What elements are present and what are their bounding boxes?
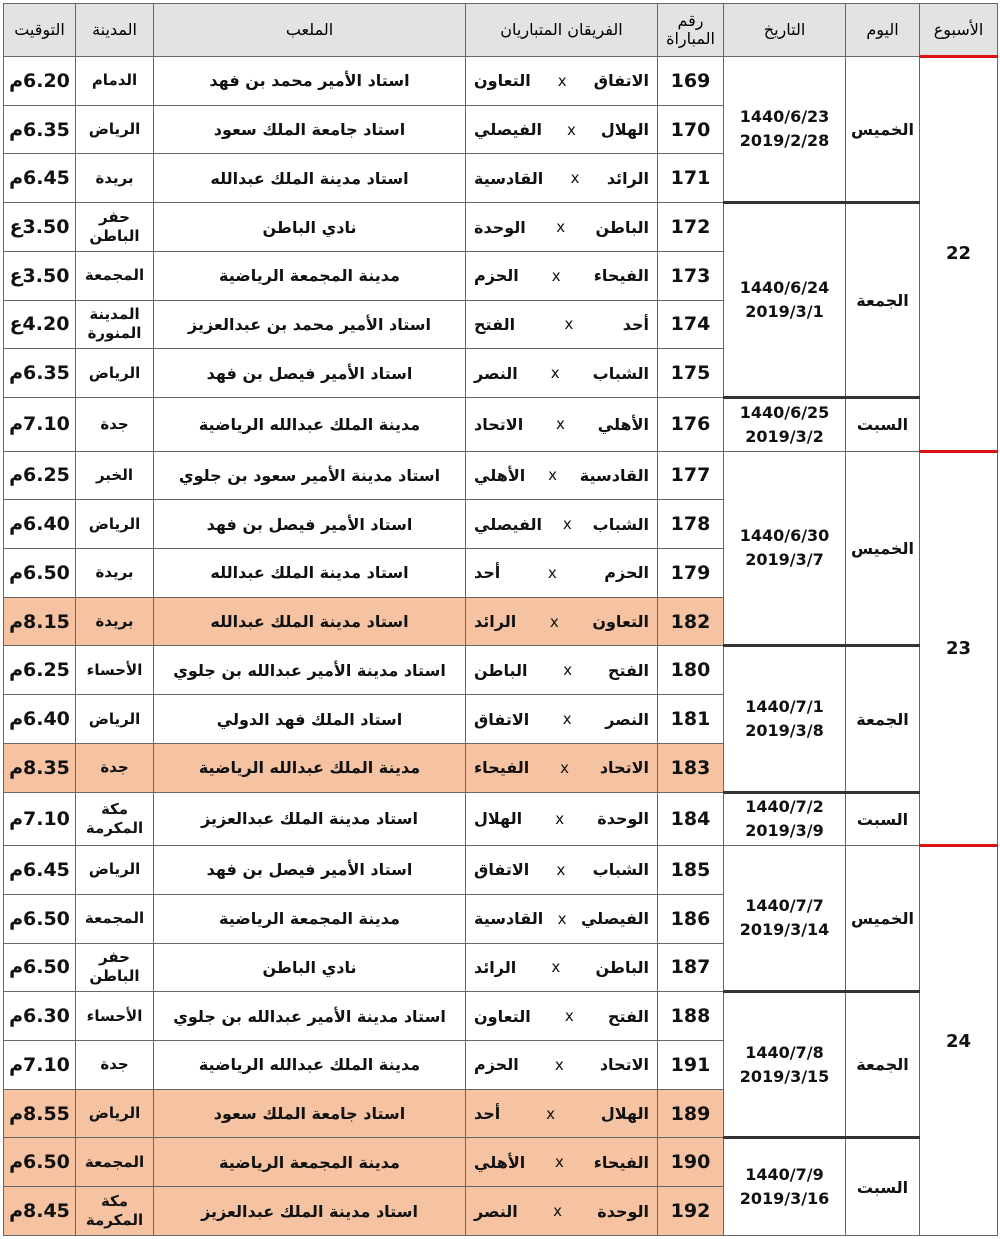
match-number-cell: 177 <box>658 451 724 500</box>
teams-cell <box>466 1089 658 1138</box>
hijri-date: 1440/6/25 <box>739 402 830 422</box>
day-cell: السبت <box>846 398 920 452</box>
stadium-cell: استاد الأمير فيصل بن فهد <box>154 349 466 398</box>
stadium-cell: استاد الأمير فيصل بن فهد <box>154 500 466 549</box>
gregorian-date: 2019/3/9 <box>745 821 824 841</box>
teams-cell <box>466 695 658 744</box>
time-cell: 8.55م <box>4 1089 76 1138</box>
header-time: التوقيت <box>4 4 76 57</box>
table-row <box>4 1138 998 1187</box>
week-number-cell: 24 <box>920 846 998 1236</box>
time-cell: 6.50م <box>4 943 76 992</box>
teams-wrap <box>474 809 649 828</box>
home-team: التعاون <box>592 612 649 632</box>
time-cell: 6.35م <box>4 349 76 398</box>
city-cell: المجمعة <box>76 894 154 943</box>
match-number-cell: 179 <box>658 549 724 598</box>
versus-mark: x <box>550 364 560 383</box>
home-team: الفيحاء <box>593 1152 649 1172</box>
versus-mark: x <box>562 515 572 534</box>
city-cell: الرياض <box>76 1089 154 1138</box>
time-cell: 6.20م <box>4 57 76 106</box>
day-cell: الخميس <box>846 57 920 203</box>
hijri-date: 1440/6/24 <box>739 278 830 298</box>
stadium-cell: استاد جامعة الملك سعود <box>154 105 466 154</box>
date-cell <box>724 792 846 846</box>
header-stadium: الملعب <box>154 4 466 57</box>
teams-wrap <box>474 958 649 977</box>
time-cell: 6.50م <box>4 1138 76 1187</box>
match-number-cell: 174 <box>658 300 724 349</box>
away-team: الباطن <box>474 660 528 680</box>
table-row <box>4 992 998 1041</box>
home-team: الاتفاق <box>593 71 649 91</box>
teams-wrap <box>474 515 649 534</box>
teams-cell <box>466 251 658 300</box>
home-team: الحزم <box>604 563 649 583</box>
time-cell: 7.10م <box>4 792 76 846</box>
versus-mark: x <box>547 563 557 582</box>
teams-wrap <box>474 415 649 434</box>
versus-mark: x <box>548 466 557 485</box>
stadium-cell: استاد الأمير فيصل بن فهد <box>154 846 466 895</box>
home-team: الباطن <box>595 217 649 237</box>
home-team: الباطن <box>595 957 649 977</box>
city-cell: المجمعة <box>76 1138 154 1187</box>
city-cell: الأحساء <box>76 992 154 1041</box>
versus-mark: x <box>564 1007 574 1026</box>
teams-wrap <box>474 909 649 928</box>
teams-cell <box>466 398 658 452</box>
stadium-cell: نادي الباطن <box>154 203 466 252</box>
away-team: الحزم <box>474 1055 519 1075</box>
time-cell: 6.50م <box>4 894 76 943</box>
hijri-date: 1440/7/1 <box>745 697 824 717</box>
match-number-cell: 190 <box>658 1138 724 1187</box>
time-cell: 4.20ع <box>4 300 76 349</box>
match-number-cell: 186 <box>658 894 724 943</box>
teams-cell <box>466 743 658 792</box>
teams-cell <box>466 500 658 549</box>
table-row <box>4 203 998 252</box>
match-number-cell: 189 <box>658 1089 724 1138</box>
teams-wrap <box>474 266 649 285</box>
date-cell <box>724 992 846 1138</box>
match-number-cell: 181 <box>658 695 724 744</box>
match-number-cell: 170 <box>658 105 724 154</box>
away-team: الفيصلي <box>474 514 543 534</box>
time-cell: 8.35م <box>4 743 76 792</box>
versus-mark: x <box>555 809 565 828</box>
stadium-cell: مدينة الملك عبدالله الرياضية <box>154 1041 466 1090</box>
time-cell: 6.25م <box>4 451 76 500</box>
day-cell: الخميس <box>846 846 920 992</box>
teams-cell <box>466 894 658 943</box>
teams-wrap <box>474 1104 649 1123</box>
city-cell: الرياض <box>76 105 154 154</box>
match-number-cell: 192 <box>658 1187 724 1236</box>
teams-cell <box>466 597 658 646</box>
away-team: الحزم <box>474 266 519 286</box>
teams-cell <box>466 57 658 106</box>
date-cell <box>724 1138 846 1236</box>
teams-cell <box>466 300 658 349</box>
versus-mark: x <box>549 612 559 631</box>
teams-cell <box>466 792 658 846</box>
stadium-cell: استاد مدينة الأمير عبدالله بن جلوي <box>154 646 466 695</box>
match-number-cell: 178 <box>658 500 724 549</box>
hijri-date: 1440/7/2 <box>745 797 824 817</box>
versus-mark: x <box>556 860 566 879</box>
stadium-cell: استاد مدينة الملك عبدالعزيز <box>154 792 466 846</box>
home-team: الرائد <box>606 168 649 188</box>
stadium-cell: استاد مدينة الملك عبدالله <box>154 154 466 203</box>
home-team: الهلال <box>600 1104 649 1124</box>
teams-wrap <box>474 364 649 383</box>
teams-wrap <box>474 1202 649 1221</box>
stadium-cell: استاد مدينة الملك عبدالله <box>154 549 466 598</box>
time-cell: 6.40م <box>4 695 76 744</box>
day-cell: السبت <box>846 792 920 846</box>
table-row <box>4 451 998 500</box>
header-week: الأسبوع <box>920 4 998 57</box>
gregorian-date: 2019/3/8 <box>745 721 824 741</box>
table-row <box>4 646 998 695</box>
table-row <box>4 792 998 846</box>
versus-mark: x <box>551 266 561 285</box>
versus-mark: x <box>563 661 573 680</box>
schedule-body <box>4 57 998 1236</box>
city-cell: بريدة <box>76 549 154 598</box>
header-teams: الفريقان المتباريان <box>466 4 658 57</box>
versus-mark: x <box>564 315 574 334</box>
match-number-cell: 187 <box>658 943 724 992</box>
away-team: الأهلي <box>474 1152 526 1172</box>
teams-cell <box>466 846 658 895</box>
away-team: الفيحاء <box>474 758 530 778</box>
city-cell: بريدة <box>76 597 154 646</box>
gregorian-date: 2019/3/1 <box>745 302 824 322</box>
home-team: الاتحاد <box>599 758 649 778</box>
stadium-cell: استاد جامعة الملك سعود <box>154 1089 466 1138</box>
away-team: القادسية <box>474 909 544 929</box>
teams-wrap <box>474 466 649 485</box>
stadium-cell: استاد مدينة الأمير سعود بن جلوي <box>154 451 466 500</box>
home-team: الفتح <box>607 1006 649 1026</box>
teams-wrap <box>474 169 649 188</box>
teams-wrap <box>474 563 649 582</box>
match-number-cell: 169 <box>658 57 724 106</box>
city-cell: حفر الباطن <box>76 943 154 992</box>
gregorian-date: 2019/3/14 <box>739 920 830 940</box>
teams-cell <box>466 349 658 398</box>
away-team: الاتحاد <box>474 414 524 434</box>
match-number-cell: 180 <box>658 646 724 695</box>
time-cell: 6.40م <box>4 500 76 549</box>
stadium-cell: مدينة المجمعة الرياضية <box>154 1138 466 1187</box>
match-number-cell: 171 <box>658 154 724 203</box>
teams-wrap <box>474 1153 649 1172</box>
match-number-cell: 183 <box>658 743 724 792</box>
time-cell: 6.30م <box>4 992 76 1041</box>
day-cell: الجمعة <box>846 203 920 398</box>
date-cell <box>724 398 846 452</box>
home-team: الهلال <box>600 120 649 140</box>
date-cell <box>724 846 846 992</box>
stadium-cell: مدينة الملك عبدالله الرياضية <box>154 398 466 452</box>
teams-wrap <box>474 661 649 680</box>
match-number-cell: 191 <box>658 1041 724 1090</box>
home-team: الوحدة <box>597 809 649 829</box>
match-number-cell: 173 <box>658 251 724 300</box>
hijri-date: 1440/7/8 <box>745 1042 824 1062</box>
stadium-cell: استاد مدينة الملك عبدالله <box>154 597 466 646</box>
hijri-date: 1440/6/30 <box>739 526 830 545</box>
match-number-cell: 172 <box>658 203 724 252</box>
city-cell: الرياض <box>76 846 154 895</box>
city-cell: الرياض <box>76 500 154 549</box>
stadium-cell: نادي الباطن <box>154 943 466 992</box>
date-cell <box>724 203 846 398</box>
time-cell: 8.15م <box>4 597 76 646</box>
versus-mark: x <box>557 71 567 90</box>
versus-mark: x <box>570 169 580 188</box>
gregorian-date: 2019/3/2 <box>745 426 824 446</box>
versus-mark: x <box>556 415 565 434</box>
away-team: الرائد <box>474 612 517 632</box>
teams-wrap <box>474 860 649 879</box>
city-cell: بريدة <box>76 154 154 203</box>
stadium-cell: استاد الأمير محمد بن عبدالعزيز <box>154 300 466 349</box>
city-cell: الدمام <box>76 57 154 106</box>
teams-cell <box>466 203 658 252</box>
gregorian-date: 2019/3/15 <box>739 1066 830 1086</box>
stadium-cell: استاد مدينة الملك عبدالعزيز <box>154 1187 466 1236</box>
city-cell: الرياض <box>76 695 154 744</box>
city-cell: الرياض <box>76 349 154 398</box>
away-team: الفيصلي <box>474 120 543 140</box>
teams-cell <box>466 943 658 992</box>
stadium-cell: مدينة المجمعة الرياضية <box>154 251 466 300</box>
teams-wrap <box>474 120 649 139</box>
city-cell: مكة المكرمة <box>76 792 154 846</box>
stadium-cell: مدينة المجمعة الرياضية <box>154 894 466 943</box>
day-cell: السبت <box>846 1138 920 1236</box>
city-cell: المدينة المنورة <box>76 300 154 349</box>
teams-wrap <box>474 612 649 631</box>
stadium-cell: استاد الأمير محمد بن فهد <box>154 57 466 106</box>
hijri-date: 1440/6/23 <box>739 107 830 127</box>
teams-wrap <box>474 71 649 90</box>
versus-mark: x <box>553 1202 562 1221</box>
match-schedule-table <box>3 3 998 1236</box>
week-number-cell: 23 <box>920 451 998 846</box>
away-team: الرائد <box>474 957 517 977</box>
header-match-number: رقم المباراة <box>658 4 724 57</box>
teams-cell <box>466 646 658 695</box>
time-cell: 8.45م <box>4 1187 76 1236</box>
header-date: التاريخ <box>724 4 846 57</box>
versus-mark: x <box>557 909 567 928</box>
table-row <box>4 398 998 452</box>
away-team: الوحدة <box>474 217 526 237</box>
header-row <box>4 4 998 57</box>
teams-wrap <box>474 315 649 334</box>
teams-wrap <box>474 758 649 777</box>
home-team: الفيحاء <box>593 266 649 286</box>
versus-mark: x <box>567 120 576 139</box>
time-cell: 6.45م <box>4 154 76 203</box>
gregorian-date: 2019/2/28 <box>739 131 830 151</box>
versus-mark: x <box>554 1055 564 1074</box>
home-team: الشباب <box>592 363 649 383</box>
away-team: الفتح <box>474 314 516 334</box>
city-cell: المجمعة <box>76 251 154 300</box>
date-cell <box>724 646 846 792</box>
time-cell: 7.10م <box>4 398 76 452</box>
teams-wrap <box>474 218 649 237</box>
away-team: النصر <box>474 1201 518 1221</box>
home-team: الأهلي <box>597 414 649 434</box>
away-team: أحد <box>474 1104 501 1124</box>
teams-cell <box>466 549 658 598</box>
match-number-cell: 176 <box>658 398 724 452</box>
away-team: أحد <box>474 563 501 583</box>
time-cell: 3.50ع <box>4 251 76 300</box>
city-cell: جدة <box>76 743 154 792</box>
home-team: الشباب <box>592 514 649 534</box>
hijri-date: 1440/7/7 <box>745 896 824 916</box>
week-number-cell: 22 <box>920 57 998 452</box>
home-team: القادسية <box>579 465 649 485</box>
home-team: النصر <box>605 709 649 729</box>
teams-cell <box>466 154 658 203</box>
away-team: القادسية <box>474 168 544 188</box>
away-team: الاتفاق <box>474 860 530 880</box>
stadium-cell: مدينة الملك عبدالله الرياضية <box>154 743 466 792</box>
table-row <box>4 57 998 106</box>
header-day: اليوم <box>846 4 920 57</box>
versus-mark: x <box>560 758 569 777</box>
match-number-cell: 175 <box>658 349 724 398</box>
home-team: الفتح <box>607 660 649 680</box>
teams-cell <box>466 1041 658 1090</box>
time-cell: 6.25م <box>4 646 76 695</box>
time-cell: 6.50م <box>4 549 76 598</box>
versus-mark: x <box>556 218 566 237</box>
home-team: الشباب <box>592 860 649 880</box>
home-team: الفيصلي <box>580 909 649 929</box>
city-cell: الخبر <box>76 451 154 500</box>
match-number-cell: 184 <box>658 792 724 846</box>
date-cell <box>724 451 846 646</box>
match-number-cell: 188 <box>658 992 724 1041</box>
versus-mark: x <box>551 958 561 977</box>
versus-mark: x <box>562 710 572 729</box>
away-team: الهلال <box>474 809 523 829</box>
city-cell: الأحساء <box>76 646 154 695</box>
stadium-cell: استاد الملك فهد الدولي <box>154 695 466 744</box>
day-cell: الخميس <box>846 451 920 646</box>
away-team: الاتفاق <box>474 709 530 729</box>
time-cell: 7.10م <box>4 1041 76 1090</box>
table-row <box>4 846 998 895</box>
teams-wrap <box>474 710 649 729</box>
teams-cell <box>466 1187 658 1236</box>
match-number-cell: 182 <box>658 597 724 646</box>
stadium-cell: استاد مدينة الأمير عبدالله بن جلوي <box>154 992 466 1041</box>
teams-cell <box>466 451 658 500</box>
match-number-cell: 185 <box>658 846 724 895</box>
home-team: الاتحاد <box>599 1055 649 1075</box>
teams-cell <box>466 992 658 1041</box>
versus-mark: x <box>546 1104 556 1123</box>
day-cell: الجمعة <box>846 992 920 1138</box>
teams-cell <box>466 105 658 154</box>
day-cell: الجمعة <box>846 646 920 792</box>
hijri-date: 1440/7/9 <box>745 1165 824 1185</box>
teams-cell <box>466 1138 658 1187</box>
away-team: الأهلي <box>474 465 526 485</box>
city-cell: مكة المكرمة <box>76 1187 154 1236</box>
city-cell: جدة <box>76 398 154 452</box>
city-cell: حفر الباطن <box>76 203 154 252</box>
teams-wrap <box>474 1007 649 1026</box>
header-city: المدينة <box>76 4 154 57</box>
away-team: النصر <box>474 363 518 383</box>
versus-mark: x <box>555 1153 564 1172</box>
time-cell: 6.45م <box>4 846 76 895</box>
away-team: التعاون <box>474 71 531 91</box>
time-cell: 3.50ع <box>4 203 76 252</box>
date-cell <box>724 57 846 203</box>
home-team: أحد <box>622 314 649 334</box>
teams-wrap <box>474 1055 649 1074</box>
time-cell: 6.35م <box>4 105 76 154</box>
gregorian-date: 2019/3/7 <box>745 550 824 569</box>
gregorian-date: 2019/3/16 <box>739 1189 830 1209</box>
city-cell: جدة <box>76 1041 154 1090</box>
away-team: التعاون <box>474 1006 531 1026</box>
home-team: الوحدة <box>597 1201 649 1221</box>
